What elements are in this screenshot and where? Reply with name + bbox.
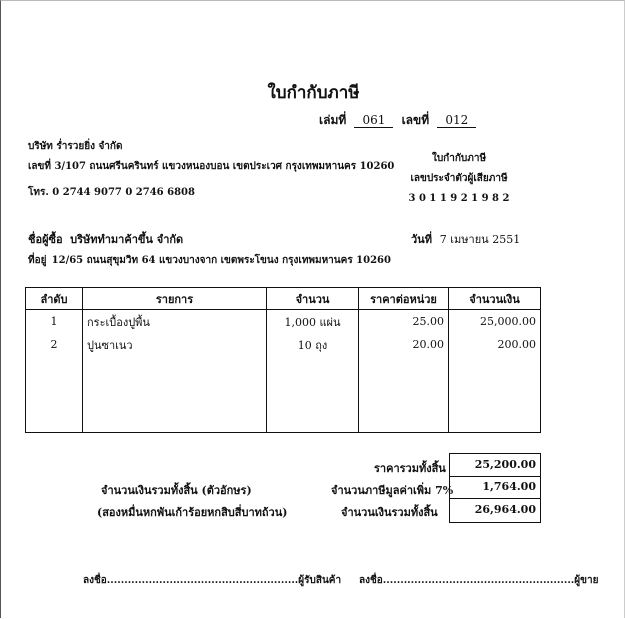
- table-empty-row: [26, 356, 541, 433]
- book-number: 061: [354, 113, 393, 128]
- table-header-row: [26, 288, 541, 310]
- date-value: 7 เมษายน 2551: [439, 233, 521, 246]
- buyer-address: 12/65 ถนนสุขุมวิท 64 แขวงบางจาก เขตพระโขนง กรุงเทพมหานคร 10260: [51, 255, 391, 266]
- tax-id-label: เลขประจำตัวผู้เสียภาษี: [410, 173, 508, 184]
- doc-number-label: เลขที่: [401, 113, 430, 127]
- vat-label: จำนวนภาษีมูลค่าเพิ่ม 7%: [331, 484, 454, 497]
- col-header-no: ลำดับ: [26, 288, 83, 310]
- items-table: [25, 287, 541, 433]
- tax-box-title: ใบกำกับภาษี: [431, 153, 487, 164]
- row-no: 1: [26, 310, 83, 334]
- company-name: บริษัท ร่ำรวยยิ่ง จำกัด: [28, 141, 123, 152]
- buyer-name: บริษัททำมาค้าขึ้น จำกัด: [70, 233, 184, 246]
- row-item: กระเบื้องปูพื้น: [83, 310, 267, 334]
- receiver-signature: ลงชื่อ.......................................................ผู้รับสินค้า: [83, 575, 342, 586]
- tax-id-value: 3 0 1 1 9 2 1 9 8 2: [408, 193, 510, 204]
- document-title: ใบกำกับภาษี: [267, 83, 360, 103]
- col-header-amount: จำนวนเงิน: [449, 288, 541, 310]
- company-address: เลขที่ 3/107 ถนนศรีนครินทร์ แขวงหนองบอน เขตประเวศ กรุงเทพมหานคร 10260: [28, 161, 395, 172]
- row-qty: 10 ถุง: [267, 333, 359, 356]
- company-phone: โทร. 0 2744 9077 0 2746 6808: [28, 187, 195, 198]
- vat-value: 1,764.00: [449, 477, 541, 499]
- col-header-qty: จำนวน: [267, 288, 359, 310]
- row-item: ปูนซาเนว: [83, 333, 267, 356]
- doc-number: 012: [437, 113, 476, 128]
- buyer-name-line: [28, 230, 183, 248]
- date-line: [411, 230, 520, 248]
- row-amount: 25,000.00: [449, 310, 541, 334]
- subtotal-value: 25,200.00: [449, 453, 541, 477]
- buyer-address-line: [28, 253, 391, 268]
- date-label: วันที่: [411, 233, 432, 246]
- amount-in-words: (สองหมื่นหกพันเก้าร้อยหกสิบสี่บาทถ้วน): [97, 506, 288, 519]
- row-price: 25.00: [359, 310, 449, 334]
- book-number-line: [319, 111, 476, 130]
- seller-signature: ลงชื่อ.......................................................ผู้ขาย: [359, 575, 599, 586]
- row-qty: 1,000 แผ่น: [267, 310, 359, 334]
- subtotal-label: ราคารวมทั้งสิ้น: [374, 462, 446, 475]
- table-row: [26, 333, 541, 356]
- col-header-price: ราคาต่อหน่วย: [359, 288, 449, 310]
- amount-in-words-label: จำนวนเงินรวมทั้งสิ้น (ตัวอักษร): [101, 484, 252, 497]
- row-no: 2: [26, 333, 83, 356]
- row-price: 20.00: [359, 333, 449, 356]
- col-header-item: รายการ: [83, 288, 267, 310]
- buyer-address-label: ที่อยู่: [28, 255, 47, 266]
- row-amount: 200.00: [449, 333, 541, 356]
- grand-total-value: 26,964.00: [449, 499, 541, 523]
- buyer-label: ชื่อผู้ซื้อ: [28, 233, 63, 246]
- table-row: [26, 310, 541, 334]
- book-label: เล่มที่: [319, 113, 347, 127]
- grand-total-label: จำนวนเงินรวมทั้งสิ้น: [341, 506, 438, 519]
